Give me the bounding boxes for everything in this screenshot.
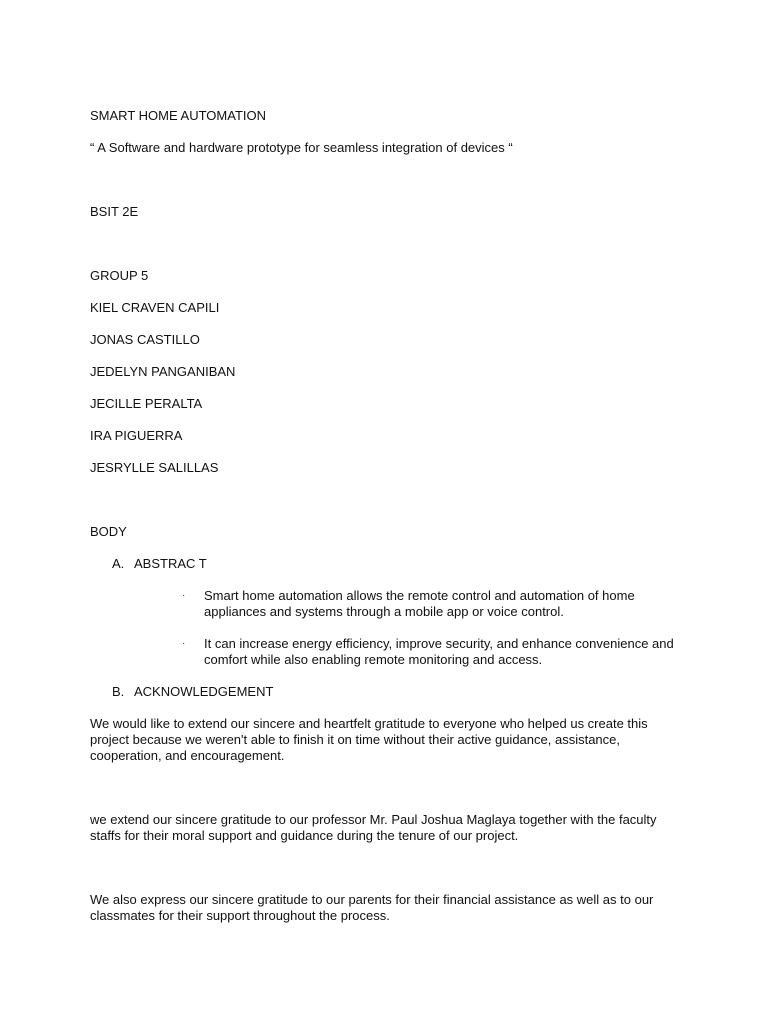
- acknowledgement-heading: [112, 684, 273, 700]
- bullet-text: Smart home automation allows the remote control and automation of home appliances and systems through a mobile app or voice control.: [204, 588, 635, 619]
- abstract-heading: [112, 556, 207, 572]
- group-member: JESRYLLE SALILLAS: [90, 460, 219, 475]
- acknowledgement-paragraph: We also express our sincere gratitude to our parents for their financial assistance as well as to our classmates for their support throughout the process.: [90, 892, 654, 923]
- body-heading: BODY: [90, 524, 127, 539]
- document-subtitle: “ A Software and hardware prototype for seamless integration of devices “: [90, 140, 513, 155]
- group-member: IRA PIGUERRA: [90, 428, 183, 443]
- group-member: KIEL CRAVEN CAPILI: [90, 300, 220, 315]
- acknowledgement-paragraph: we extend our sincere gratitude to our professor Mr. Paul Joshua Maglaya together with the faculty staffs for their moral support and guidance during the tenure of our project.: [90, 812, 657, 843]
- abstract-bullet: [182, 588, 682, 620]
- group-member: JEDELYN PANGANIBAN: [90, 364, 236, 379]
- section-marker: B.: [112, 684, 125, 699]
- bullet-icon: ·: [182, 590, 186, 601]
- group-member: JONAS CASTILLO: [90, 332, 200, 347]
- acknowledgement-paragraph: We would like to extend our sincere and heartfelt gratitude to everyone who helped us create this project because we weren't able to finish it on time without their active guidance, assistance, cooperation, and encouragement.: [90, 716, 648, 763]
- abstract-bullet: [182, 636, 682, 668]
- section-code: BSIT 2E: [90, 204, 139, 219]
- section-title: ABSTRAC T: [134, 556, 207, 571]
- group-member: JECILLE PERALTA: [90, 396, 203, 411]
- section-marker: A.: [112, 556, 125, 571]
- bullet-text: It can increase energy efficiency, improve security, and enhance convenience and comfort while also enabling remote monitoring and access.: [204, 636, 674, 667]
- document-title: SMART HOME AUTOMATION: [90, 108, 267, 123]
- group-label: GROUP 5: [90, 268, 149, 283]
- bullet-icon: ·: [182, 638, 186, 649]
- section-title: ACKNOWLEDGEMENT: [134, 684, 274, 699]
